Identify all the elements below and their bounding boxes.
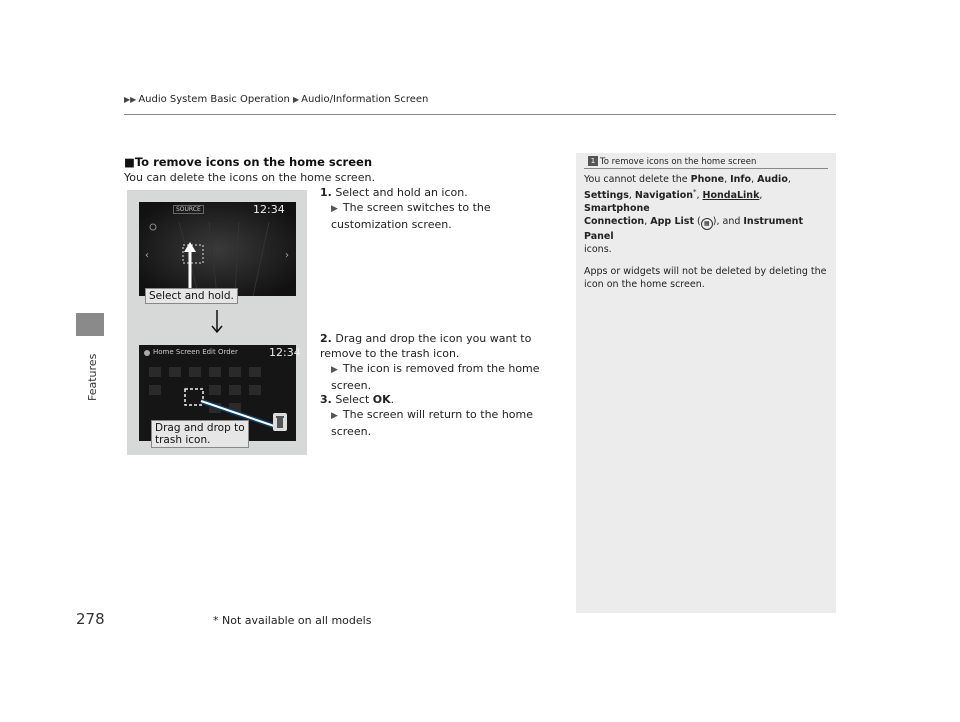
breadcrumb-item[interactable]: Audio System Basic Operation	[138, 94, 290, 105]
section-intro: You can delete the icons on the home screen.	[124, 171, 375, 184]
up-arrow-icon	[183, 242, 197, 290]
result-arrow-icon: ▶	[331, 365, 338, 375]
footnote: * Not available on all models	[213, 614, 372, 627]
down-arrow-icon	[209, 310, 225, 334]
clock: 12:34	[253, 203, 285, 216]
breadcrumb	[124, 94, 428, 105]
home-screen-image	[139, 202, 296, 296]
source-button[interactable]: SOURCE	[173, 205, 204, 214]
note-title: 1 To remove icons on the home screen	[576, 154, 836, 169]
section-label: Features	[86, 353, 99, 401]
step-3: 3. Select OK.	[320, 393, 395, 406]
breadcrumb-arrow-icon: ▶	[293, 95, 300, 104]
result-arrow-icon: ▶	[331, 411, 338, 421]
step-3-result: ▶ The screen will return to the home screen.	[331, 408, 534, 438]
callout-drag-drop: Drag and drop to trash icon.	[151, 420, 249, 448]
trash-icon[interactable]	[273, 413, 287, 431]
step-1: 1. Select and hold an icon.	[320, 186, 468, 199]
figure-panel	[127, 190, 307, 455]
page-number: 278	[76, 610, 105, 628]
trash-glyph	[273, 413, 287, 431]
step-2: 2. Drag and drop the icon you want to remove to the trash icon.	[320, 332, 532, 360]
svg-text:›: ›	[285, 250, 289, 261]
screen-background	[139, 202, 296, 296]
section-tab	[76, 313, 104, 336]
section-heading: ■To remove icons on the home screen	[124, 155, 373, 169]
note-paragraph: You cannot delete the Phone, Info, Audio, Settings, Navigation*, HondaLink, Smartphone Connection, App List ( ▦ ), and Instrument Panel icons.	[584, 174, 803, 256]
screen-title: Home Screen Edit Order	[153, 348, 238, 356]
note-paragraph: Apps or widgets will not be deleted by deleting the icon on the home screen.	[584, 266, 827, 291]
app-list-icon: ▦	[701, 218, 713, 230]
step-2-result: ▶ The icon is removed from the home screen.	[331, 362, 540, 392]
svg-text:‹: ‹	[145, 250, 149, 261]
step-1-result: ▶ The screen switches to the customization screen.	[331, 201, 491, 231]
callout-select-hold: Select and hold.	[145, 288, 238, 304]
header-divider	[124, 114, 836, 115]
clock: 12:34	[269, 346, 301, 359]
breadcrumb-item[interactable]: Audio/Information Screen	[301, 94, 429, 105]
note-body	[584, 173, 828, 300]
result-arrow-icon: ▶	[331, 204, 338, 214]
note-panel	[576, 153, 836, 613]
breadcrumb-arrow-icon: ▶▶	[124, 95, 137, 104]
note-badge-icon: 1	[588, 156, 598, 166]
